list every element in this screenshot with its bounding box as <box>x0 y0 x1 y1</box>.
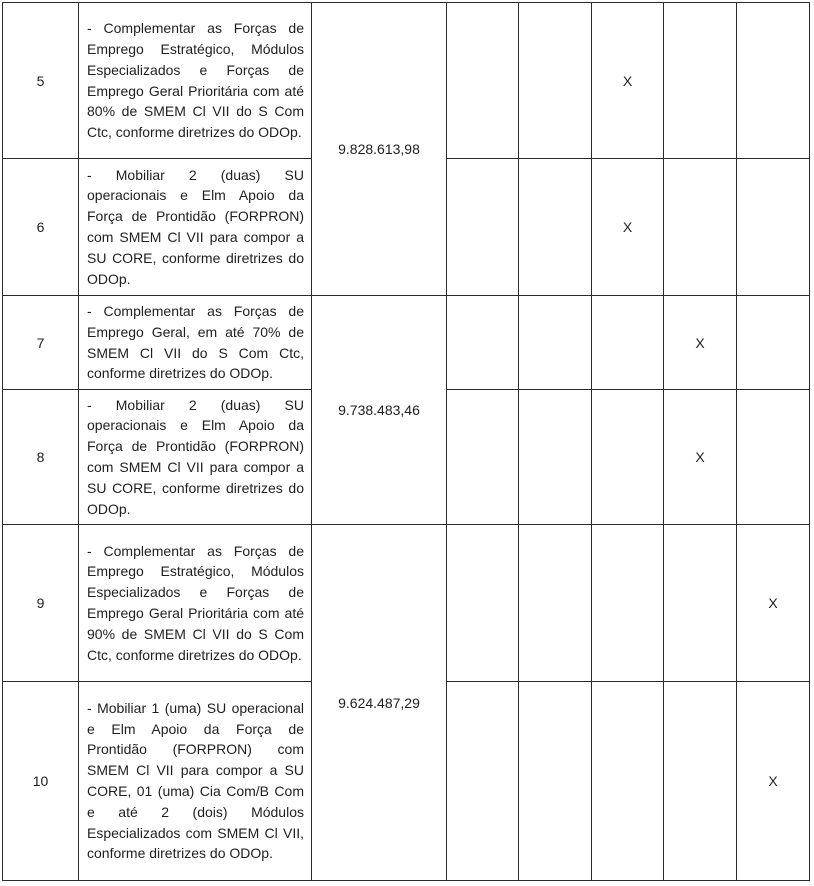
cost-value: 9.828.613,98 <box>312 3 447 296</box>
check-mark: X <box>592 159 664 296</box>
empty-cell <box>664 159 737 296</box>
empty-cell <box>592 296 664 390</box>
table-row <box>3 296 810 390</box>
row-description: - Mobiliar 2 (duas) SU operacionais e Elm Apoio da Força de Prontidão (FORPRON) com SMEM Cl VII para compor a SU CORE, conforme diretrizes do ODOp. <box>79 390 312 525</box>
row-description: - Complementar as Forças de Emprego Geral, em até 70% de SMEM Cl VII do S Com Ctc, conforme diretrizes do ODOp. <box>79 296 312 390</box>
empty-cell <box>664 682 737 881</box>
empty-cell <box>737 3 810 159</box>
check-mark: X <box>592 3 664 159</box>
empty-cell <box>664 3 737 159</box>
empty-cell <box>519 525 592 682</box>
row-number: 10 <box>3 682 79 881</box>
empty-cell <box>519 3 592 159</box>
row-description: - Mobiliar 2 (duas) SU operacionais e Elm Apoio da Força de Prontidão (FORPRON) com SMEM Cl VII para compor a SU CORE, conforme diretrizes do ODOp. <box>79 159 312 296</box>
check-mark: X <box>737 682 810 881</box>
row-number: 8 <box>3 390 79 525</box>
empty-cell <box>737 296 810 390</box>
row-number: 6 <box>3 159 79 296</box>
table-row <box>3 525 810 682</box>
row-description: - Complementar as Forças de Emprego Estratégico, Módulos Especializados e Forças de Emprego Geral Prioritária com até 80% de SMEM Cl VII do S Com Ctc, conforme diretrizes do ODOp. <box>79 3 312 159</box>
cost-value: 9.624.487,29 <box>312 525 447 881</box>
check-mark: X <box>737 525 810 682</box>
empty-cell <box>592 390 664 525</box>
empty-cell <box>592 525 664 682</box>
empty-cell <box>447 296 519 390</box>
empty-cell <box>519 390 592 525</box>
goals-table <box>2 2 810 881</box>
row-number: 5 <box>3 3 79 159</box>
empty-cell <box>737 159 810 296</box>
empty-cell <box>519 296 592 390</box>
row-number: 9 <box>3 525 79 682</box>
empty-cell <box>447 3 519 159</box>
empty-cell <box>447 159 519 296</box>
check-mark: X <box>664 296 737 390</box>
empty-cell <box>447 390 519 525</box>
empty-cell <box>519 682 592 881</box>
row-number: 7 <box>3 296 79 390</box>
empty-cell <box>447 682 519 881</box>
empty-cell <box>737 390 810 525</box>
cost-value: 9.738.483,46 <box>312 296 447 525</box>
empty-cell <box>664 525 737 682</box>
empty-cell <box>592 682 664 881</box>
empty-cell <box>519 159 592 296</box>
empty-cell <box>447 525 519 682</box>
check-mark: X <box>664 390 737 525</box>
row-description: - Mobiliar 1 (uma) SU operacional e Elm Apoio da Força de Prontidão (FORPRON) com SMEM Cl VII para compor a SU CORE, 01 (uma) Cia Com/B Com e até 2 (dois) Módulos Especializados com SMEM Cl VII, conforme diretrizes do ODOp. <box>79 682 312 881</box>
table-row <box>3 3 810 159</box>
row-description: - Complementar as Forças de Emprego Estratégico, Módulos Especializados e Forças de Emprego Geral Prioritária com até 90% de SMEM Cl VII do S Com Ctc, conforme diretrizes do ODOp. <box>79 525 312 682</box>
